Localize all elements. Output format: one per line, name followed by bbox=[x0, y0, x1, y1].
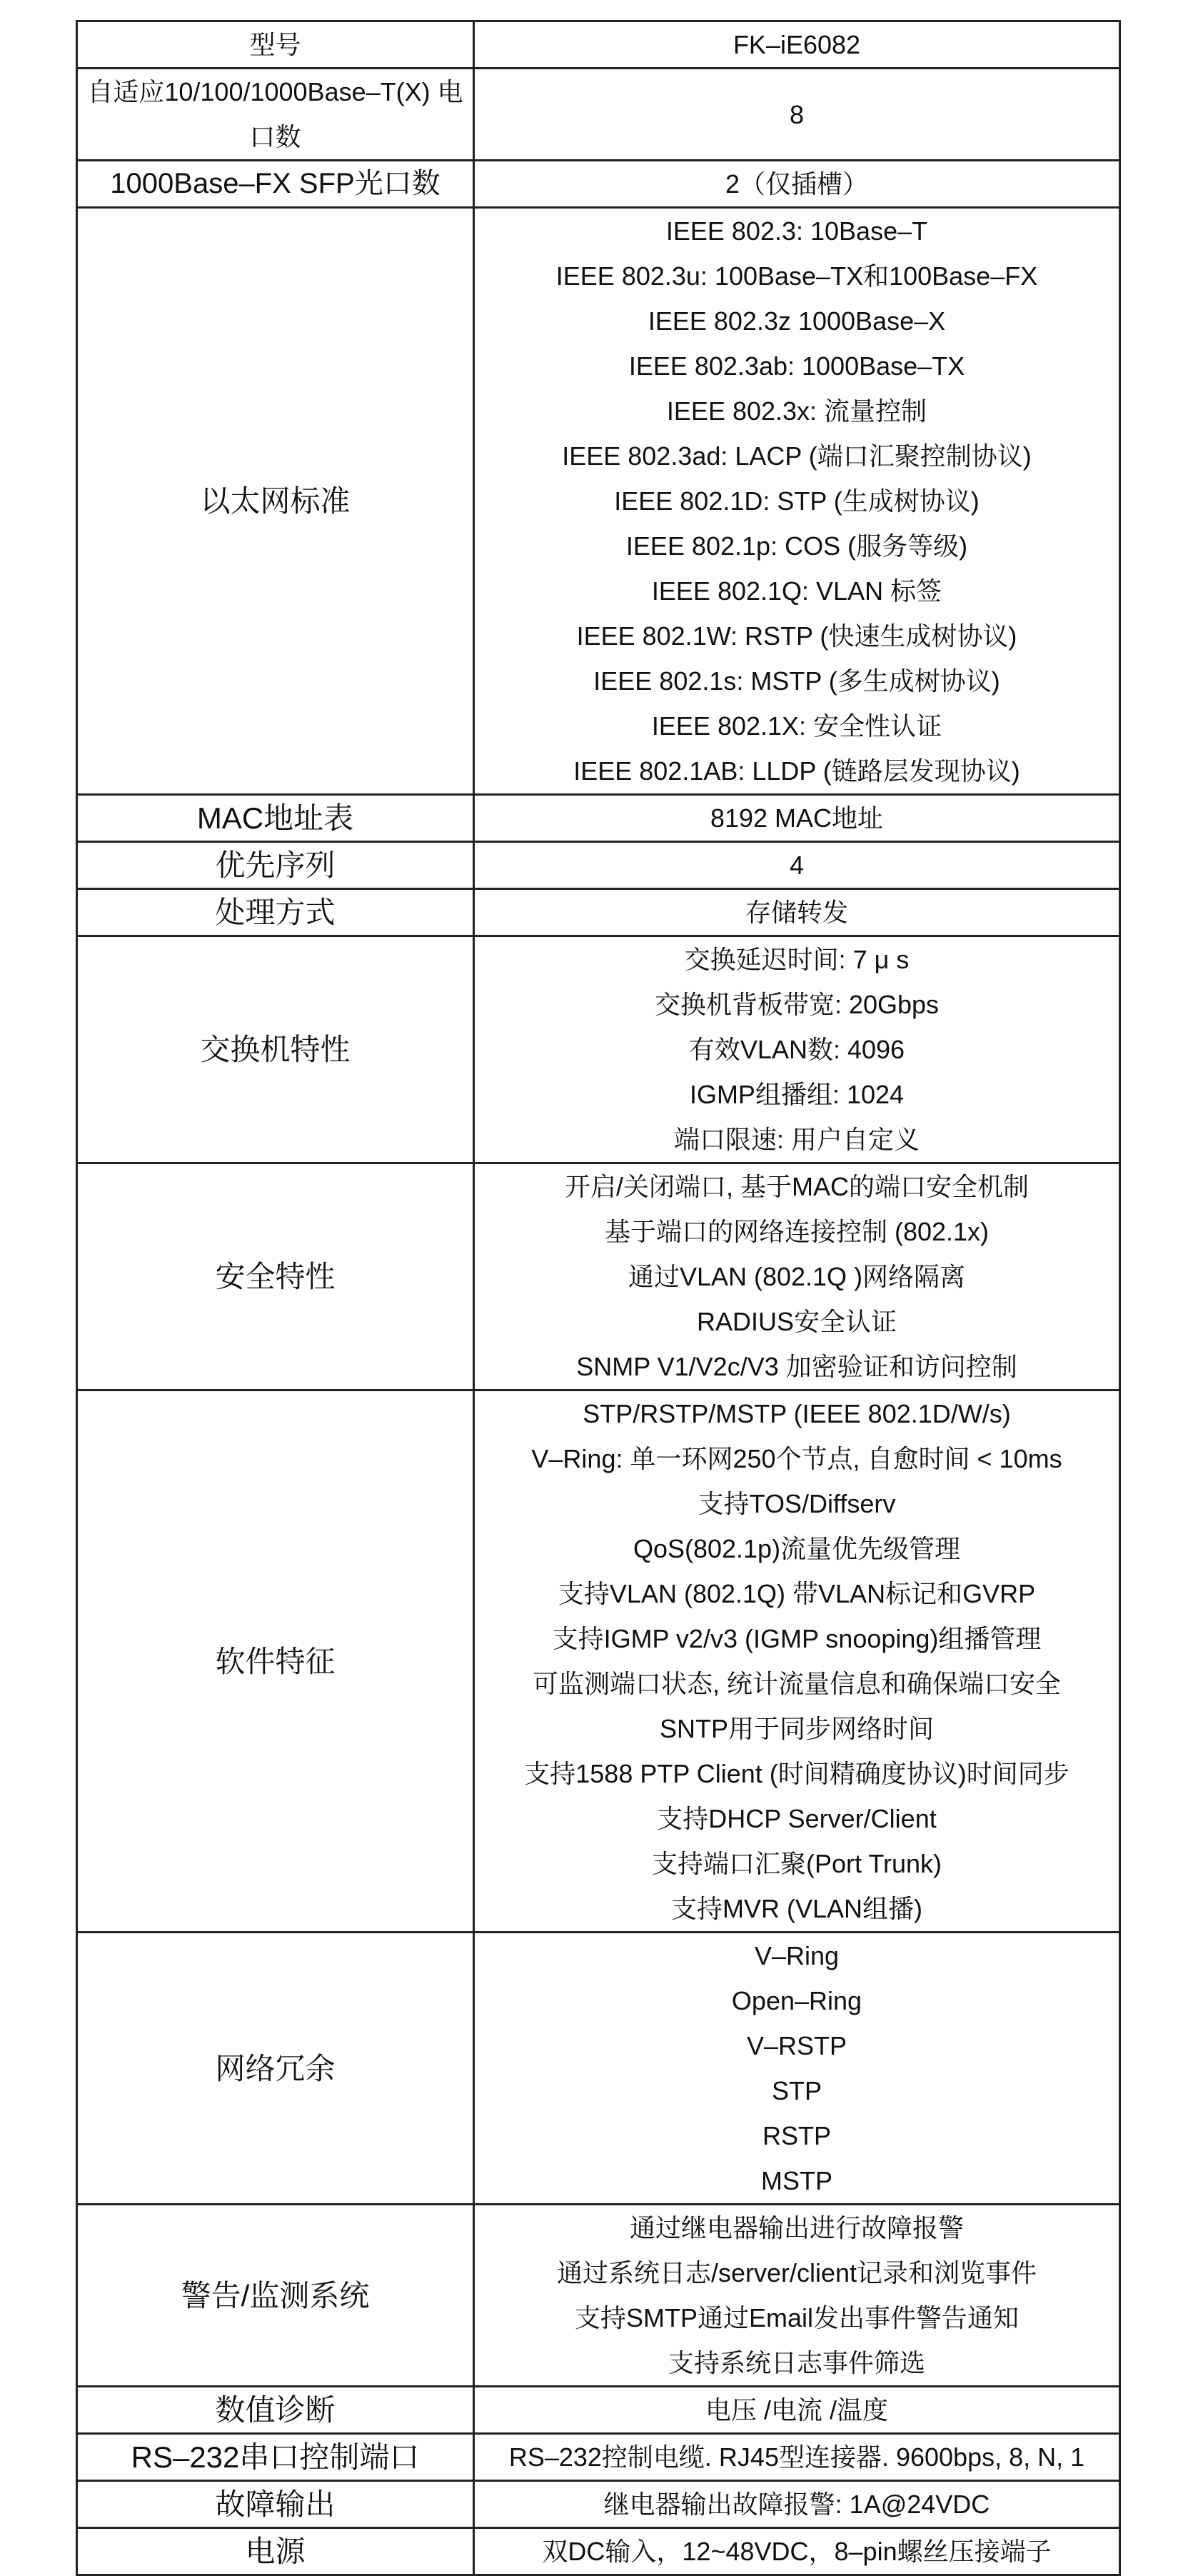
spec-value-line: 交换延迟时间: 7 μ s bbox=[684, 945, 910, 974]
spec-value-cell bbox=[474, 21, 1120, 69]
spec-label: 网络冗余 bbox=[77, 1933, 474, 2205]
spec-label: 优先序列 bbox=[77, 842, 474, 889]
spec-value-line: RADIUS安全认证 bbox=[696, 1307, 897, 1336]
spec-label: 自适应10/100/1000Base–T(X) 电口数 bbox=[77, 69, 474, 161]
spec-label: 型号 bbox=[77, 21, 474, 69]
spec-value-line: Open–Ring bbox=[731, 1986, 862, 2015]
spec-value-line: RSTP bbox=[762, 2121, 831, 2150]
spec-value-line: IEEE 802.3ab: 1000Base–TX bbox=[628, 351, 965, 381]
spec-value-line: 2（仅插槽） bbox=[725, 169, 869, 199]
spec-value-cell bbox=[474, 2528, 1120, 2575]
spec-value-line: 支持系统日志事件筛选 bbox=[668, 2348, 925, 2377]
spec-label: 软件特征 bbox=[77, 1390, 474, 1933]
spec-label: MAC地址表 bbox=[77, 795, 474, 842]
spec-value-line: SNTP用于同步网络时间 bbox=[659, 1714, 934, 1743]
spec-value-line: 基于端口的网络连接控制 (802.1x) bbox=[604, 1217, 990, 1246]
spec-value-line: IEEE 802.3x: 流量控制 bbox=[666, 396, 927, 426]
spec-value-cell bbox=[474, 936, 1120, 1163]
spec-value-cell bbox=[474, 1390, 1120, 1933]
spec-value-line: IEEE 802.1Q: VLAN 标签 bbox=[651, 576, 942, 606]
spec-value-line: 通过继电器输出进行故障报警 bbox=[629, 2213, 964, 2242]
spec-label: 数值诊断 bbox=[77, 2387, 474, 2434]
spec-value-cell bbox=[474, 842, 1120, 889]
spec-value-line: 电压 /电流 /温度 bbox=[705, 2395, 888, 2425]
spec-value-line: IEEE 802.3ad: LACP (端口汇聚控制协议) bbox=[562, 441, 1032, 471]
spec-value-line: RS–232控制电缆. RJ45型连接器. 9600bps, 8, N, 1 bbox=[508, 2442, 1085, 2472]
spec-value-line: IEEE 802.3: 10Base–T bbox=[665, 216, 928, 246]
spec-value-cell bbox=[474, 1163, 1120, 1390]
spec-value-line: 支持TOS/Diffserv bbox=[698, 1489, 896, 1518]
spec-label: 交换机特性 bbox=[77, 936, 474, 1163]
spec-value-line: 通过系统日志/server/client记录和浏览事件 bbox=[556, 2258, 1037, 2287]
spec-value-line: 支持IGMP v2/v3 (IGMP snooping)组播管理 bbox=[552, 1624, 1042, 1653]
spec-value-line: SNMP V1/V2c/V3 加密验证和访问控制 bbox=[576, 1352, 1017, 1381]
spec-value-line: 存储转发 bbox=[745, 898, 848, 927]
spec-value-line: 支持SMTP通过Email发出事件警告通知 bbox=[574, 2303, 1020, 2332]
spec-value-cell bbox=[474, 2434, 1120, 2481]
spec-value-line: 交换机背板带宽: 20Gbps bbox=[654, 990, 940, 1019]
spec-value-line: IEEE 802.1W: RSTP (快速生成树协议) bbox=[576, 621, 1017, 651]
spec-value-line: 支持MVR (VLAN组播) bbox=[670, 1894, 923, 1923]
spec-value-line: IEEE 802.1D: STP (生成树协议) bbox=[614, 486, 980, 516]
spec-value-line: V–Ring: 单一环网250个节点, 自愈时间 < 10ms bbox=[531, 1444, 1062, 1473]
spec-value-line: STP bbox=[771, 2076, 822, 2105]
spec-value-line: 开启/关闭端口, 基于MAC的端口安全机制 bbox=[564, 1172, 1029, 1201]
spec-value-line: 8 bbox=[789, 99, 805, 129]
spec-row bbox=[77, 161, 1120, 208]
spec-value-line: 支持端口汇聚(Port Trunk) bbox=[651, 1849, 942, 1878]
spec-label: 处理方式 bbox=[77, 889, 474, 936]
spec-row bbox=[77, 2528, 1120, 2575]
spec-row bbox=[77, 936, 1120, 1163]
spec-value-line: 支持1588 PTP Client (时间精确度协议)时间同步 bbox=[524, 1759, 1069, 1788]
spec-row bbox=[77, 1390, 1120, 1933]
spec-value-line: STP/RSTP/MSTP (IEEE 802.1D/W/s) bbox=[583, 1399, 1011, 1428]
spec-row bbox=[77, 795, 1120, 842]
spec-value-line: 4 bbox=[789, 851, 805, 880]
spec-value-line: 双DC输入，12~48VDC，8–pin螺丝压接端子 bbox=[542, 2537, 1052, 2566]
spec-value-cell bbox=[474, 1933, 1120, 2205]
spec-row bbox=[77, 2205, 1120, 2387]
spec-value-line: 通过VLAN (802.1Q )网络隔离 bbox=[628, 1262, 966, 1291]
spec-value-line: IEEE 802.1s: MSTP (多生成树协议) bbox=[593, 666, 1000, 696]
spec-value-line: IEEE 802.1X: 安全性认证 bbox=[651, 711, 942, 741]
spec-value-cell bbox=[474, 161, 1120, 208]
spec-label: 安全特性 bbox=[77, 1163, 474, 1390]
spec-value-line: IEEE 802.1AB: LLDP (链路层发现协议) bbox=[573, 756, 1020, 786]
spec-label: 以太网标准 bbox=[77, 208, 474, 795]
spec-value-line: 有效VLAN数: 4096 bbox=[688, 1035, 905, 1064]
spec-value-line: 支持VLAN (802.1Q) 带VLAN标记和GVRP bbox=[558, 1579, 1036, 1608]
spec-row bbox=[77, 2434, 1120, 2481]
spec-value-line: IEEE 802.3u: 100Base–TX和100Base–FX bbox=[555, 261, 1038, 291]
spec-row bbox=[77, 208, 1120, 795]
spec-row bbox=[77, 69, 1120, 161]
spec-value-line: IGMP组播组: 1024 bbox=[689, 1080, 905, 1109]
spec-table-body bbox=[77, 21, 1120, 2575]
spec-label: 警告/监测系统 bbox=[77, 2205, 474, 2387]
spec-value-line: 支持DHCP Server/Client bbox=[657, 1804, 937, 1833]
spec-value-line: 继电器输出故障报警: 1A@24VDC bbox=[603, 2490, 990, 2519]
spec-value-cell bbox=[474, 69, 1120, 161]
spec-label: 电源 bbox=[77, 2528, 474, 2575]
spec-row bbox=[77, 1933, 1120, 2205]
spec-value-cell bbox=[474, 2387, 1120, 2434]
spec-value-cell bbox=[474, 2205, 1120, 2387]
spec-value-cell bbox=[474, 208, 1120, 795]
spec-value-cell bbox=[474, 2481, 1120, 2528]
spec-value-cell bbox=[474, 889, 1120, 936]
spec-row bbox=[77, 2481, 1120, 2528]
spec-value-line: V–Ring bbox=[754, 1941, 840, 1970]
spec-value-line: QoS(802.1p)流量优先级管理 bbox=[633, 1534, 961, 1563]
spec-row bbox=[77, 21, 1120, 69]
spec-value-line: 8192 MAC地址 bbox=[710, 803, 884, 833]
spec-value-line: FK–iE6082 bbox=[733, 30, 861, 59]
spec-value-line: 端口限速: 用户自定义 bbox=[673, 1125, 920, 1154]
spec-row bbox=[77, 842, 1120, 889]
spec-table bbox=[76, 20, 1121, 2576]
spec-row bbox=[77, 889, 1120, 936]
spec-label: RS–232串口控制端口 bbox=[77, 2434, 474, 2481]
spec-value-cell bbox=[474, 795, 1120, 842]
spec-value-line: 可监测端口状态, 统计流量信息和确保端口安全 bbox=[532, 1669, 1061, 1698]
spec-value-line: MSTP bbox=[760, 2166, 832, 2195]
spec-label: 1000Base–FX SFP光口数 bbox=[77, 161, 474, 208]
spec-row bbox=[77, 1163, 1120, 1390]
spec-value-line: V–RSTP bbox=[746, 2031, 847, 2060]
spec-value-line: IEEE 802.3z 1000Base–X bbox=[648, 306, 946, 336]
spec-label: 故障输出 bbox=[77, 2481, 474, 2528]
spec-row bbox=[77, 2387, 1120, 2434]
spec-value-line: IEEE 802.1p: COS (服务等级) bbox=[625, 531, 968, 561]
